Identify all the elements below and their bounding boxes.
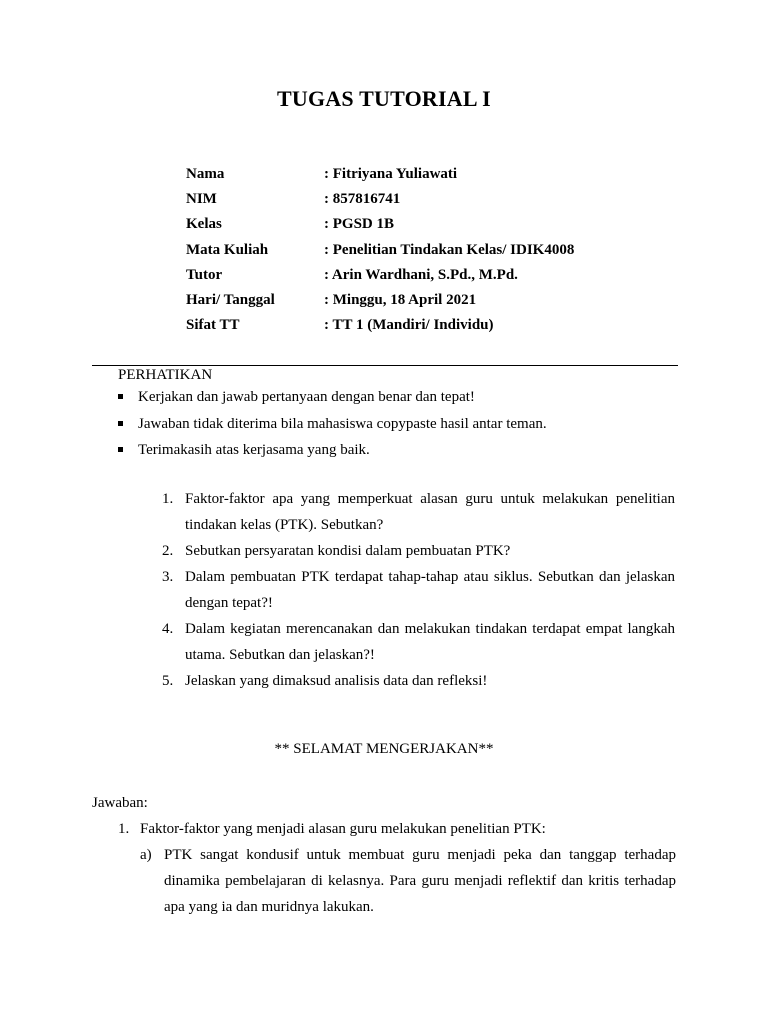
info-value: : Penelitian Tindakan Kelas/ IDIK4008	[324, 241, 575, 258]
document-title: TUGAS TUTORIAL I	[277, 86, 491, 111]
question-number: 1.	[162, 491, 174, 507]
answer-subitem-text: PTK sangat kondusif untuk membuat guru menjadi peka dan tanggap terhadap dinamika pembelajaran di kelasnya. Para guru menjadi reflektif dan kritis terhadap apa yang ia dan muridnya lakukan.	[164, 847, 676, 915]
info-value: : TT 1 (Mandiri/ Individu)	[324, 317, 494, 334]
info-label: Hari/ Tanggal	[186, 292, 275, 309]
info-value: : 857816741	[324, 191, 401, 208]
info-row-hari-tanggal	[186, 288, 574, 313]
notice-item: Terimakasih atas kerjasama yang baik.	[118, 437, 547, 464]
info-row-mata-kuliah	[186, 238, 574, 263]
answer-label: Jawaban:	[92, 795, 148, 811]
info-row-nama	[186, 162, 574, 187]
notice-title: PERHATIKAN	[118, 367, 213, 383]
info-label: Nama	[186, 166, 225, 183]
notice-list	[118, 384, 547, 464]
question-text: Faktor-faktor apa yang memperkuat alasan guru untuk melakukan penelitian tindakan kelas (PTK). Sebutkan?	[185, 491, 675, 533]
answer-number: 1.	[118, 821, 130, 837]
info-value: : Arin Wardhani, S.Pd., M.Pd.	[324, 266, 518, 283]
info-row-tutor	[186, 263, 574, 288]
question-text: Dalam kegiatan merencanakan dan melakukan tindakan terdapat empat langkah utama. Sebutkan dan jelaskan?!	[185, 621, 675, 663]
info-value: : Fitriyana Yuliawati	[324, 166, 458, 183]
question-text: Dalam pembuatan PTK terdapat tahap-tahap atau siklus. Sebutkan dan jelaskan dengan tepat?!	[185, 569, 675, 611]
notice-item: Jawaban tidak diterima bila mahasiswa copypaste hasil antar teman.	[118, 411, 547, 438]
question-text: Jelaskan yang dimaksud analisis data dan refleksi!	[185, 673, 488, 689]
info-label: Tutor	[186, 266, 223, 283]
info-row-sifat-tt	[186, 313, 574, 338]
question-item	[162, 538, 675, 564]
answer-subitem-label: a)	[140, 847, 152, 863]
answer-section	[92, 790, 676, 920]
closing-text: ** SELAMAT MENGERJAKAN**	[274, 741, 494, 757]
student-info-table	[186, 162, 574, 338]
info-label: Sifat TT	[186, 317, 240, 334]
question-list	[162, 486, 675, 694]
info-label: Mata Kuliah	[186, 241, 269, 258]
question-number: 4.	[162, 621, 174, 637]
info-row-kelas	[186, 212, 574, 237]
question-item	[162, 564, 675, 616]
question-item	[162, 668, 675, 694]
answer-subitem	[92, 842, 676, 920]
info-row-nim	[186, 187, 574, 212]
info-label: NIM	[186, 191, 217, 208]
question-number: 2.	[162, 543, 174, 559]
answer-item	[92, 816, 676, 842]
question-item	[162, 616, 675, 668]
question-item	[162, 486, 675, 538]
info-value: : Minggu, 18 April 2021	[324, 292, 477, 309]
question-number: 3.	[162, 569, 174, 585]
question-number: 5.	[162, 673, 174, 689]
question-text: Sebutkan persyaratan kondisi dalam pembuatan PTK?	[185, 543, 511, 559]
notice-section	[118, 366, 547, 464]
info-label: Kelas	[186, 216, 222, 233]
answer-item-text: Faktor-faktor yang menjadi alasan guru melakukan penelitian PTK:	[140, 821, 546, 837]
notice-item: Kerjakan dan jawab pertanyaan dengan benar dan tepat!	[118, 384, 547, 411]
info-value: : PGSD 1B	[324, 216, 395, 233]
